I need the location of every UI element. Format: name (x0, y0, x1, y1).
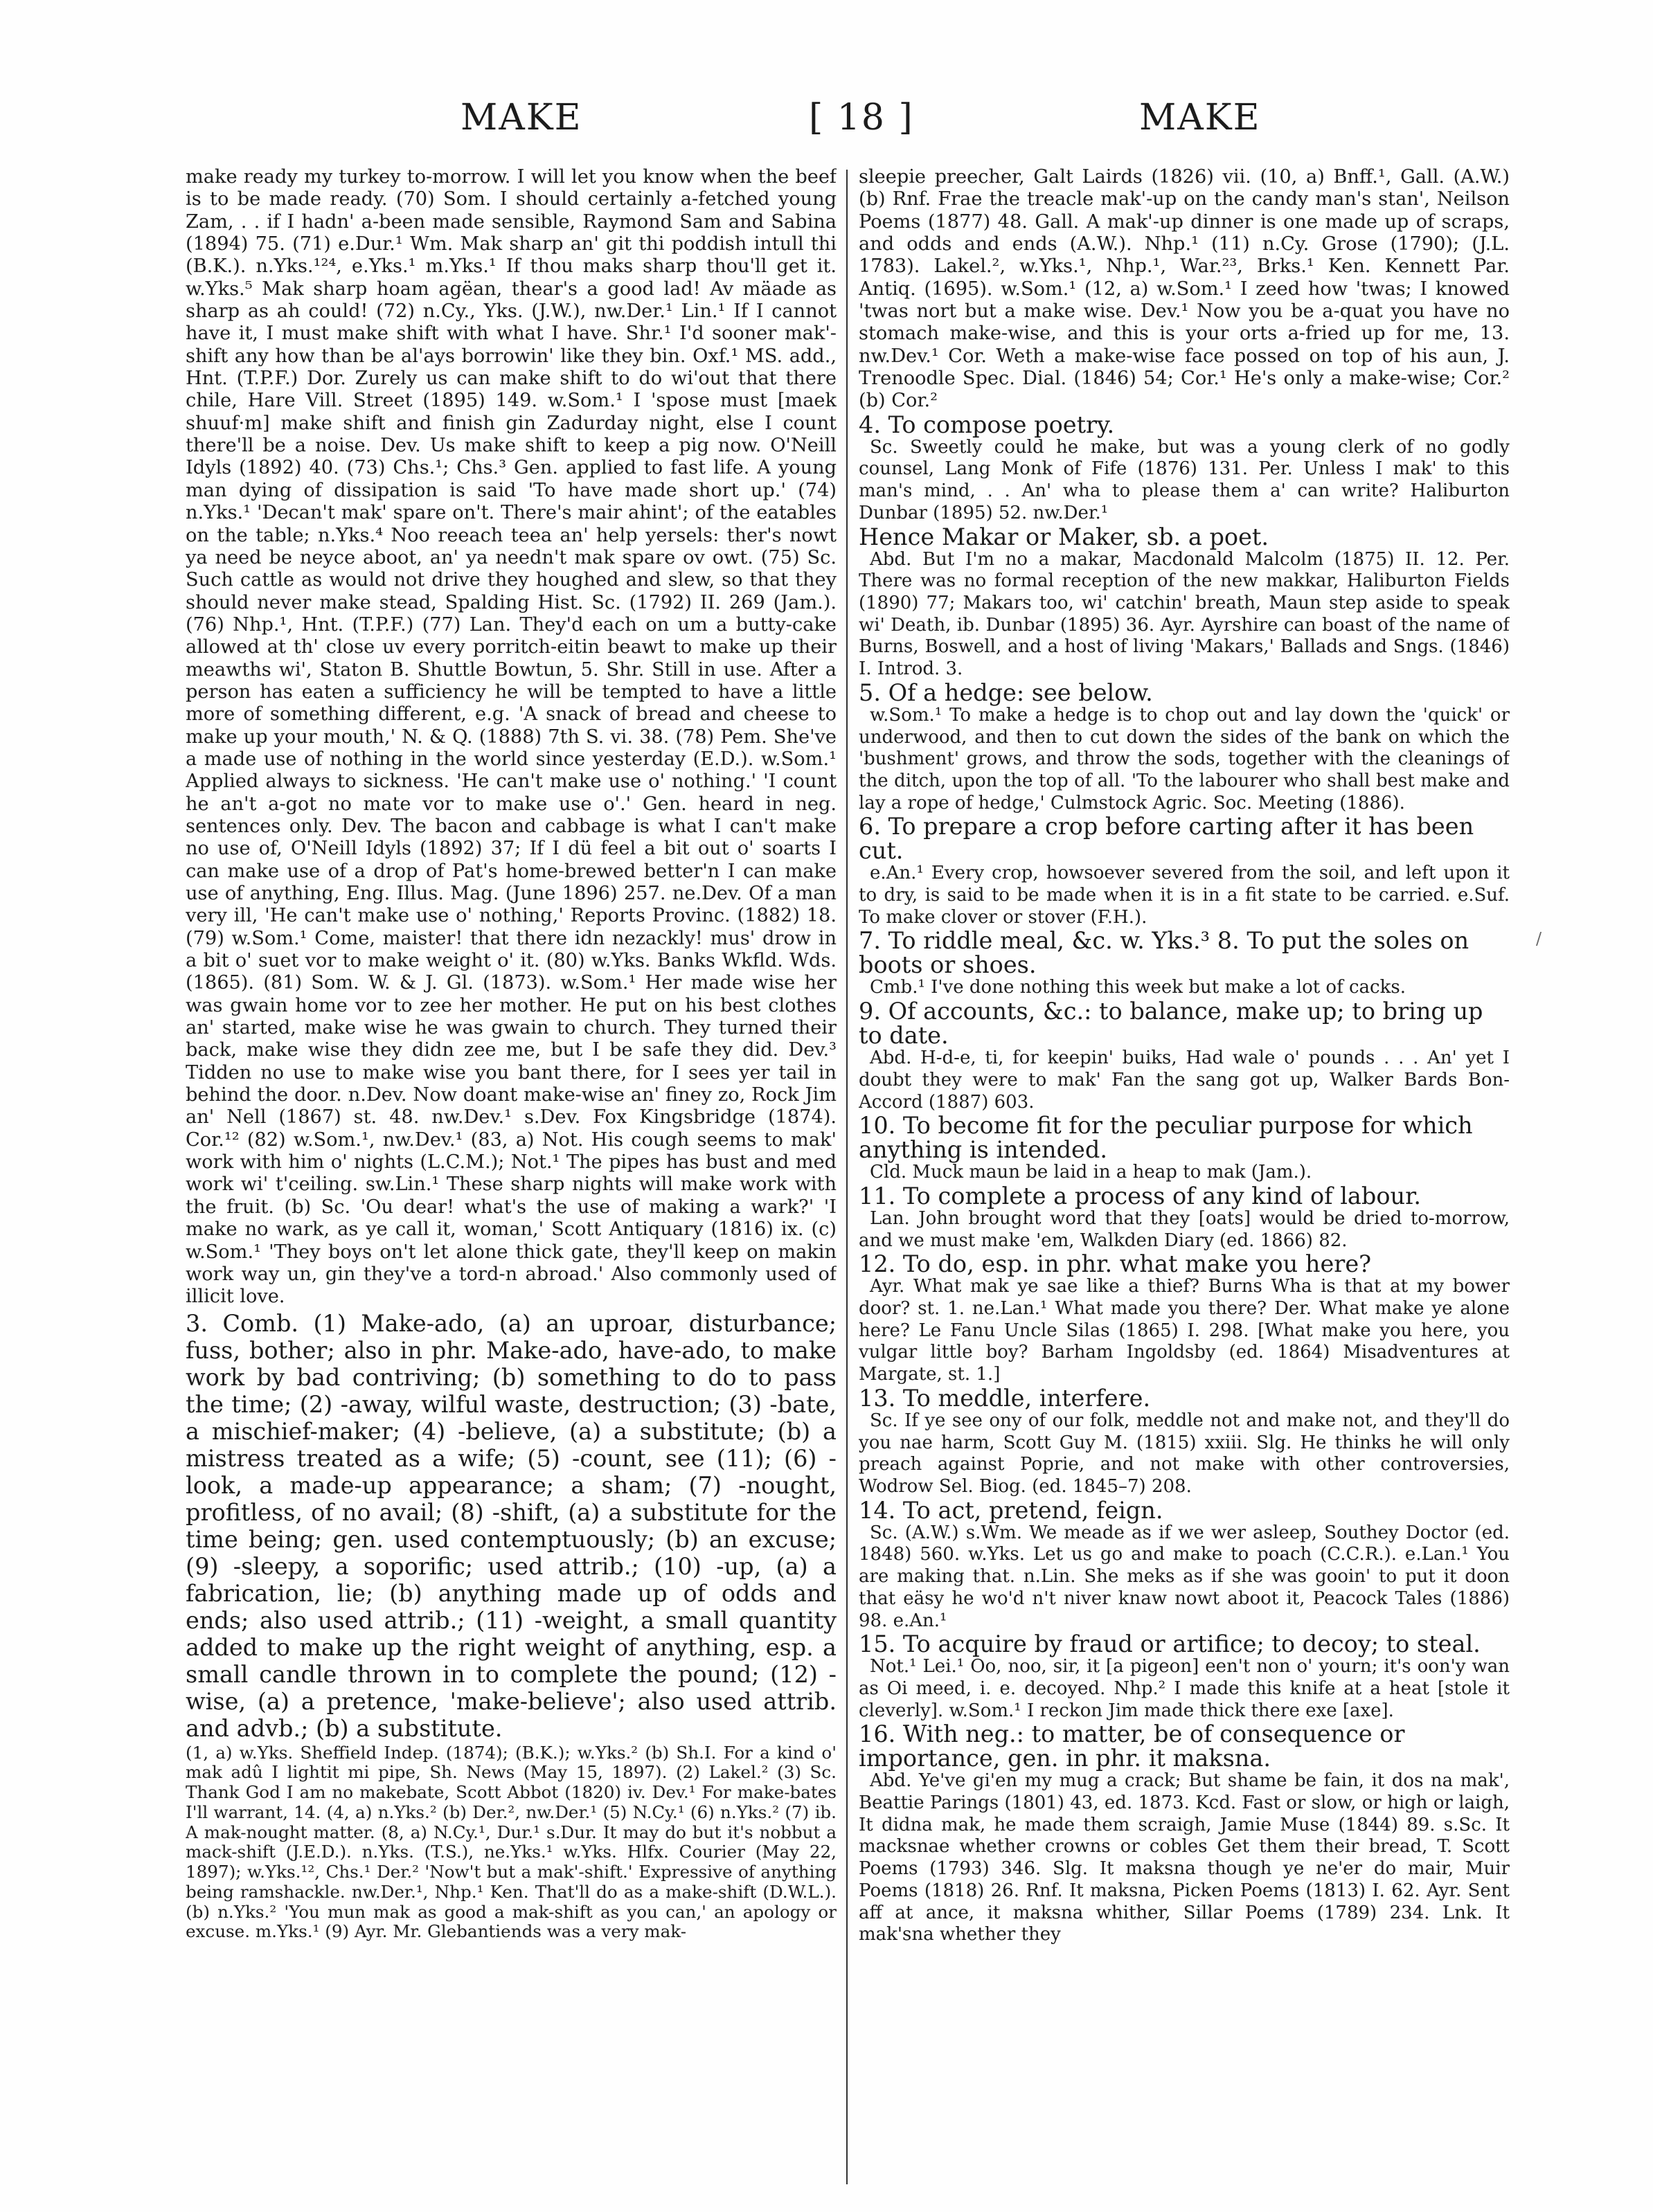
sense-citation: e.An.¹ Every crop, howsoever severed from the soil, and left upon it to dry, is said to be made when it is in a fit state to be carried. e.Suf. To make clover or stover (F.H.). (859, 863, 1510, 928)
sense-heading: 7. To riddle meal, &c. w. Yks.³ 8. To put the soles on boots or shoes. (859, 927, 1469, 979)
page-header (0, 97, 1653, 152)
sense-heading: 14. To act, pretend, feign. (859, 1496, 1163, 1524)
sense-heading: 6. To prepare a crop before carting after it has been cut. (859, 813, 1474, 865)
sense-citation: Lan. John brought word that they [oats] would be dried to-morrow, and we must make 'em, Walkden Diary (ed. 1866) 82. (859, 1207, 1510, 1251)
sense-heading: 16. With neg.: to matter, be of consequence or importance, gen. in phr. it maksna. (859, 1720, 1405, 1772)
sense-citation: Not.¹ Lei.¹ Oo, noo, sir, it [a pigeon] een't non o' yourn; it's oon'y wan as Oi meed, i. e. decoyed. Nhp.² I made this knife at a heat [stole it cleverly]. w.Som.¹ I reckon Jim made thick there exe [axe]. (859, 1656, 1510, 1721)
column-divider (846, 170, 848, 2184)
sense-heading: 5. Of a hedge: see below. (859, 678, 1153, 706)
sense-citation: Cld. Muck maun be laid in a heap to mak (Jam.). (870, 1162, 1312, 1183)
sense-heading: 11. To complete a process of any kind of labour. (859, 1182, 1422, 1210)
sense-citation: Sc. (A.W.) s.Wm. We meade as if we wer asleep, Southey Doctor (ed. 1848) 560. w.Yks. Let us go and make to poach (C.C.R.). e.Lan.¹ You are making that. n.Lin. She meks as if she was gooin' to put it doon that eäsy he wo'd n't niver knaw nowt aboot it, Peacock Tales (1886) 98. e.An.¹ (859, 1522, 1510, 1631)
sense-citation: Ayr. What mak ye sae like a thief? Burns Wha is that at my bower door? st. 1. ne.Lan.¹ What made you there? Der. What make ye alone here? Le Fanu Uncle Silas (1865) I. 298. [What make you here, you vulgar little boy? Barham Ingoldsby (ed. 1864) Misadventures at Margate, st. 1.] (859, 1276, 1510, 1385)
left-column (186, 166, 837, 2188)
margin-mark: / (1536, 929, 1542, 948)
sense-citation: Abd. Ye've gi'en my mug a crack; But shame be fain, it dos na mak', Beattie Parings (1801) 43, ed. 1873. Kcd. Fast or slow, or high or laigh, It didna mak, he made them scraigh, Jamie Muse (1844) 89. s.Sc. It macksnae whether crowns or cobles Get them their bread, T. Scott Poems (1793) 346. Slg. It maksna though ye ne'er do mair, Muir Poems (1818) 26. Rnf. It maksna, Picken Poems (1813) I. 62. Ayr. Sent aff at ance, it maksna whither, Sillar Poems (1789) 234. Lnk. It mak'sna whether they (859, 1770, 1510, 1945)
left-column-text: make ready my turkey to-morrow. I will let you know when the beef is to be made ready. (70) Som. I should certainly a-fetched young Zam, . . if I hadn' a-been made sensible, Raymond Sam and Sabina (1894) 75. (71) e.Dur.¹ Wm. Mak sharp an' git thi poddish intull thi (B.K.). n.Yks.¹²⁴, e.Yks.¹ m.Yks.¹ If thou maks sharp thou'll get it. w.Yks.⁵ Mak sharp hoam agëan, thear's a good lad! Av mäade as sharp as ah could! (72) n.Cy., Yks. (J.W.), nw.Der.¹ Lin.¹ If I cannot have it, I must make shift with what I have. Shr.¹ I'd sooner mak'-shift any how than be al'ays borrowin' like they bin. Oxf.¹ MS. add., Hnt. (T.P.F.) Dor. Zurely us can make shift to do wi'out that there chile, Hare Vill. Street (1895) 149. w.Som.¹ I 'spose must [maek shuuf·m] make shift and finish gin Zadurday night, else I count there'll be a noise. Dev. Us make shift to keep a pig now. O'Neill Idyls (1892) 40. (73) Chs.¹; Chs.³ Gen. applied to fast life. A young man dying of dissipation is said 'To have made short up.' (74) n.Yks.¹ 'Decan't mak' spare on't. There's mair ahint'; of the eatables on the table; n.Yks.⁴ Noo reeach teea an' help yersels: ther's nowt ya need be neyce aboot, an' ya needn't mak spare ov owt. (75) Sc. Such cattle as would not drive they houghed and slew, so that they should never make stead, Spalding Hist. Sc. (1792) II. 269 (Jam.). (76) Nhp.¹, Hnt. (T.P.F.) (77) Lan. They'd each on um a butty-cake allowed at th' close uv every porritch-eitin beawt to make up their meawths wi', Staton B. Shuttle Bowtun, 5. Shr. Still in use. After a person has eaten a sufficiency he will be tempted to have a little more of something different, e.g. 'A snack of bread and cheese to make up your mouth,' N. & Q. (1888) 7th S. vi. 38. (78) Pem. She've a made use of nothing in the world since yesterday (E.D.). w.Som.¹ Applied always to sickness. 'He can't make use o' nothing.' 'I count he an't a-got no mate vor to make use o'.' Gen. heard in neg. sentences only. Dev. The bacon and cabbage is what I can't make no use of, O'Neill Idyls (1892) 37; If I dü feel a bit out o' soarts I can make use of a drop of Pat's home-brewed better'n I can make use of anything, Eng. Illus. Mag. (June 1896) 257. ne.Dev. Of a man very ill, 'He can't make use o' nothing,' Reports Provinc. (1882) 18. (79) w.Som.¹ Come, maister! that there idn nezackly! mus' drow in a bit o' suet vor to make weight o' it. (80) w.Yks. Banks Wkfld. Wds. (1865). (81) Som. W. & J. Gl. (1873). w.Som.¹ Her made wise her was gwain home vor to zee her mother. He put on his best clothes an' started, make wise he was gwain to church. They turned their back, make wise they didn zee me, but I be safe they did. Dev.³ Tidden no use to make wise you bant there, for I sees yer tail in behind the door. n.Dev. Now doant make-wise an' finey zo, Rock Jim an' Nell (1867) st. 48. nw.Dev.¹ s.Dev. Fox Kingsbridge (1874). Cor.¹² (82) w.Som.¹, nw.Dev.¹ (83, a) Not. His cough seems to mak' work with him o' nights (L.C.M.); Not.¹ The pipes has bust and med work wi' t'ceiling. sw.Lin.¹ These sharp nights will make work with the fruit. (b) Sc. 'Ou dear! what's the use of making a wark?' 'I make no wark, as ye call it, woman,' Scott Antiquary (1816) ix. (c) w.Som.¹ 'They boys on't let alone thick gate, they'll keep on makin work way un, gin they've a tord-n abroad.' Also commonly used of illicit love. (186, 166, 837, 1308)
sense-citation: Abd. H-d-e, ti, for keepin' buiks, Had wale o' pounds . . . An' yet I doubt they were to mak' Fan the sang got up, Walker Bards Bon-Accord (1887) 603. (859, 1047, 1510, 1113)
comb-citations: (1, a) w.Yks. Sheffield Indep. (1874); (B.K.); w.Yks.² (b) Sh.I. For a kind o' mak adû I lightit mi pipe, Sh. News (May 15, 1897). (2) Lakel.² (3) Sc. Thank God I am no makebate, Scott Abbot (1820) iv. Dev.¹ For make-bates I'll warrant, 14. (4, a) n.Yks.² (b) Der.², nw.Der.¹ (5) N.Cy.¹ (6) n.Yks.² (7) ib. A mak-nought matter. (8, a) N.Cy.¹, Dur.¹ s.Dur. It may do but it's nobbut a mack-shift (J.E.D.). n.Yks. (T.S.), ne.Yks.¹ w.Yks. Hlfx. Courier (May 22, 1897); w.Yks.¹², Chs.¹ Der.² 'Now't but a mak'-shift.' Expressive of anything being ramshackle. nw.Der.¹, Nhp.¹ Ken. That'll do as a make-shift (D.W.L.). (b) n.Yks.² 'You mun mak as good a mak-shift as you can,' an apology or excuse. m.Yks.¹ (9) Ayr. Mr. Glebantiends was a very mak- (186, 1742, 837, 1942)
sense-heading: 9. Of accounts, &c.: to balance, make up; to bring up to date. (859, 998, 1483, 1050)
sense-heading: Hence Makar or Maker, sb. a poet. (859, 523, 1269, 550)
sense-heading: 13. To meddle, interfere. (859, 1384, 1151, 1412)
left-headword: MAKE (461, 97, 582, 138)
sense-citation: Sc. Sweetly could he make, but was a young clerk of no godly counsel, Lang Monk of Fife (1876) 131. Per. Unless I mak' to this man's mind, . . An' wha to please them a' can write? Haliburton Dunbar (1895) 52. nw.Der.¹ (859, 436, 1510, 523)
right-headword: MAKE (1139, 97, 1261, 138)
sense-citation: Sc. If ye see ony of our folk, meddle not and make not, and they'll do you nae harm, Scott Guy M. (1815) xxiii. Slg. He thinks he will only preach against Poprie, and not make with other controversies, Wodrow Sel. Biog. (ed. 1845–7) 208. (859, 1410, 1510, 1497)
sense-heading: 12. To do, esp. in phr. what make you here? (859, 1250, 1372, 1278)
page-number: [ 18 ] (809, 97, 914, 138)
sense-citation: Abd. But I'm no a makar, Macdonald Malcolm (1875) II. 12. Per. There was no formal reception of the new makkar, Haliburton Fields (1890) 77; Makars too, wi' catchin' breath, Maun step aside to speak wi' Death, ib. Dunbar (1895) 36. Ayr. Ayrshire can boast of the name of Burns, Boswell, and a host of living 'Makars,' Ballads and Sngs. (1846) I. Introd. 3. (859, 548, 1510, 680)
sense-citation: Cmb.¹ I've done nothing this week but make a lot of cacks. (870, 977, 1406, 998)
comb-heading: 3. Comb. (1) Make-ado, (a) an uproar, disturbance; fuss, bother; also in phr. Make-ado, have-ado, to make work by bad contriving; (b) something to do to pass the time; (2) -away, wilful waste, destruction; (3) -bate, a mischief-maker; (4) -believe, (a) a substitute; (b) a mistress treated as a wife; (5) -count, see (11); (6) -look, a made-up appearance; a sham; (7) -nought, profitless, of no avail; (8) -shift, (a) a substitute for the time being; gen. used contemptuously; (b) an excuse; (9) -sleepy, a soporific; used attrib.; (10) -up, (a) a fabrication, lie; (b) anything made up of odds and ends; also used attrib.; (11) -weight, a small quantity added to make up the right weight of anything, esp. a small candle thrown in to complete the pound; (12) -wise, (a) a pretence, 'make-believe'; also used attrib. and advb.; (b) a substitute. (186, 1309, 837, 1742)
right-column-intro: sleepie preecher, Galt Lairds (1826) vii. (10, a) Bnff.¹, Gall. (A.W.) (b) Rnf. Frae the treacle mak'-up on the candy man's stan', Neilson Poems (1877) 48. Gall. A mak'-up dinner is one made up of scraps, and odds and ends (A.W.). Nhp.¹ (11) n.Cy. Grose (1790); (J.L. 1783). Lakel.², w.Yks.¹, Nhp.¹, War.²³, Brks.¹ Ken. Kennett Par. Antiq. (1695). w.Som.¹ (12, a) w.Som.¹ I zeed how 'twas; I knowed 'twas nort but a make wise. Dev.¹ Now you be a-quat you have no stomach make-wise, and this is your orts a-fried up for me, 13. nw.Dev.¹ Cor. Weth a make-wise face possed on top of his aun, J. Trenoodle Spec. Dial. (1846) 54; Cor.¹ He's only a make-wise; Cor.² (b) Cor.² (859, 166, 1510, 412)
sense-citation: w.Som.¹ To make a hedge is to chop out and lay down the 'quick' or underwood, and then to cut down the sides of the bank on which the 'bushment' grows, and throw the sods, together with the cleanings of the ditch, upon the top of all. 'To the labourer who shall best make and lay a rope of hedge,' Culmstock Agric. Soc. Meeting (1886). (859, 704, 1510, 813)
sense-heading: 15. To acquire by fraud or artifice; to decoy; to steal. (859, 1630, 1481, 1658)
sense-heading: 4. To compose poetry. (859, 411, 1115, 438)
right-column (859, 166, 1510, 2188)
sense-heading: 10. To become fit for the peculiar purpose for which anything is intended. (859, 1112, 1473, 1164)
